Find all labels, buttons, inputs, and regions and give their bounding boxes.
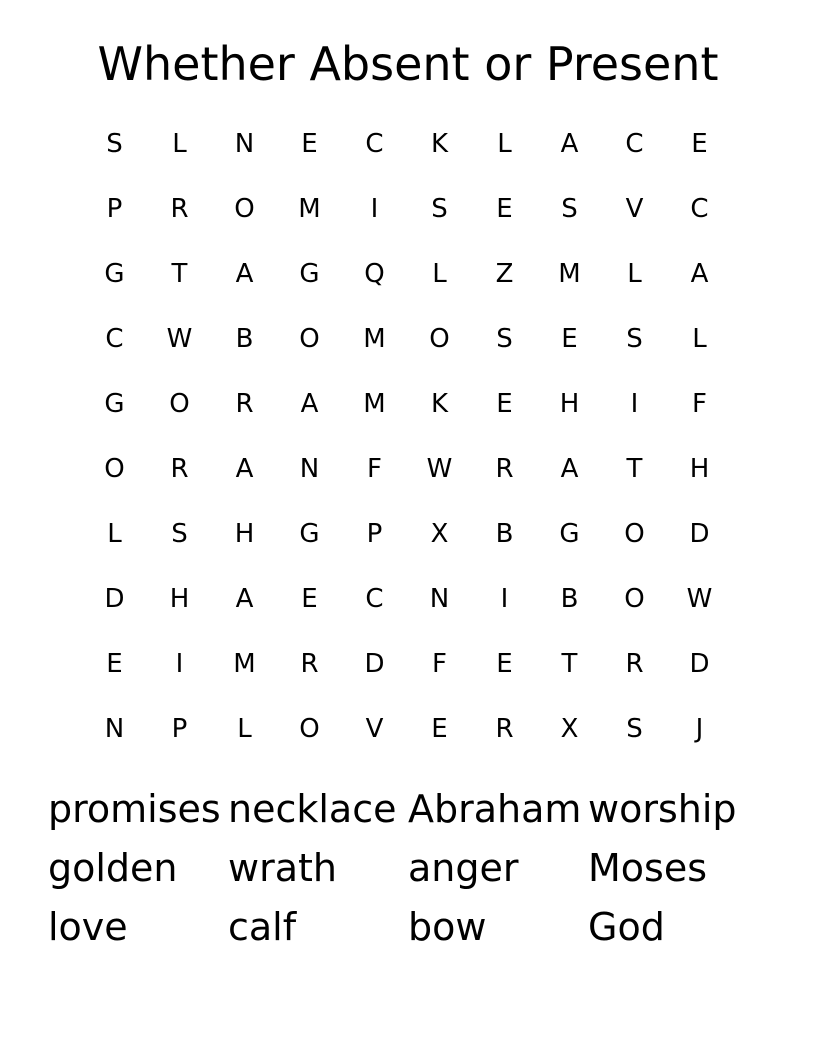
grid-letter: E <box>561 324 578 354</box>
grid-letter: O <box>234 194 255 224</box>
grid-letter: R <box>495 454 514 484</box>
grid-letter: Q <box>364 259 385 289</box>
grid-letter: H <box>169 584 190 614</box>
grid-letter: E <box>496 389 513 419</box>
grid-letter: N <box>104 714 125 744</box>
word-bank-item: Abraham <box>408 787 582 831</box>
grid-letter: K <box>430 129 449 159</box>
grid-letter: R <box>300 649 319 679</box>
grid-letter: G <box>299 259 320 289</box>
grid-row <box>82 502 732 567</box>
grid-letter: X <box>560 714 579 744</box>
grid-letter: O <box>624 519 645 549</box>
grid-row <box>82 632 732 697</box>
grid-letter: V <box>625 194 644 224</box>
grid-letter: E <box>106 649 123 679</box>
grid-letter: T <box>561 649 578 679</box>
grid-letter: B <box>235 324 254 354</box>
grid-letter: D <box>104 584 125 614</box>
grid-letter: B <box>560 584 579 614</box>
grid-letter: R <box>170 194 189 224</box>
grid-letter: W <box>426 454 453 484</box>
grid-letter: R <box>495 714 514 744</box>
grid-letter: A <box>235 584 254 614</box>
grid-letter: N <box>299 454 320 484</box>
grid-letter: I <box>500 584 509 614</box>
grid-letter: S <box>626 324 643 354</box>
grid-letter: R <box>235 389 254 419</box>
grid-letter: E <box>496 194 513 224</box>
grid-letter: F <box>692 389 707 419</box>
grid-letter: D <box>689 519 710 549</box>
grid-letter: N <box>234 129 255 159</box>
grid-letter: S <box>561 194 578 224</box>
grid-letter: A <box>560 454 579 484</box>
grid-letter: O <box>104 454 125 484</box>
word-bank-item: golden <box>48 846 178 890</box>
grid-letter: N <box>429 584 450 614</box>
grid-letter: S <box>106 129 123 159</box>
grid-letter: O <box>429 324 450 354</box>
grid-letter: E <box>496 649 513 679</box>
grid-letter: O <box>624 584 645 614</box>
grid-letter: Z <box>495 259 514 289</box>
grid-letter: P <box>366 519 383 549</box>
grid-letter: S <box>431 194 448 224</box>
grid-letter: E <box>301 129 318 159</box>
word-bank-item: Moses <box>588 846 708 890</box>
grid-letter: V <box>365 714 384 744</box>
grid-letter: M <box>233 649 256 679</box>
grid-letter: P <box>106 194 123 224</box>
grid-letter: M <box>363 389 386 419</box>
word-bank-item: God <box>588 905 665 949</box>
grid-letter: T <box>171 259 188 289</box>
letter-grid <box>82 112 732 762</box>
grid-letter: O <box>169 389 190 419</box>
grid-letter: W <box>686 584 713 614</box>
grid-letter: S <box>626 714 643 744</box>
grid-row <box>82 112 732 177</box>
grid-letter: C <box>365 584 384 614</box>
word-bank-item: anger <box>408 846 519 890</box>
grid-letter: G <box>299 519 320 549</box>
grid-letter: E <box>301 584 318 614</box>
grid-letter: A <box>690 259 709 289</box>
grid-letter: I <box>370 194 379 224</box>
word-bank-item: worship <box>588 787 737 831</box>
grid-letter: K <box>430 389 449 419</box>
grid-row <box>82 242 732 307</box>
grid-letter: C <box>365 129 384 159</box>
grid-letter: L <box>627 259 642 289</box>
word-bank-item: wrath <box>228 846 337 890</box>
word-bank-item: necklace <box>228 787 397 831</box>
grid-letter: H <box>234 519 255 549</box>
grid-letter: D <box>364 649 385 679</box>
grid-letter: H <box>689 454 710 484</box>
grid-letter: A <box>560 129 579 159</box>
grid-letter: A <box>235 259 254 289</box>
grid-row <box>82 177 732 242</box>
grid-letter: L <box>172 129 187 159</box>
grid-letter: J <box>695 714 704 744</box>
grid-letter: L <box>692 324 707 354</box>
grid-letter: S <box>171 519 188 549</box>
puzzle-title: Whether Absent or Present <box>97 37 719 91</box>
grid-letter: G <box>104 259 125 289</box>
grid-letter: L <box>107 519 122 549</box>
grid-letter: C <box>625 129 644 159</box>
grid-letter: S <box>496 324 513 354</box>
grid-letter: M <box>363 324 386 354</box>
grid-letter: A <box>235 454 254 484</box>
grid-letter: C <box>690 194 709 224</box>
word-bank-item: promises <box>48 787 221 831</box>
grid-letter: P <box>171 714 188 744</box>
word-bank-item: love <box>48 905 128 949</box>
grid-letter: R <box>170 454 189 484</box>
grid-letter: G <box>559 519 580 549</box>
grid-letter: A <box>300 389 319 419</box>
grid-row <box>82 372 732 437</box>
word-bank-item: bow <box>408 905 487 949</box>
grid-letter: O <box>299 324 320 354</box>
grid-letter: F <box>367 454 382 484</box>
grid-letter: O <box>299 714 320 744</box>
grid-row <box>82 697 732 762</box>
grid-letter: C <box>105 324 124 354</box>
grid-letter: I <box>630 389 639 419</box>
grid-letter: H <box>559 389 580 419</box>
grid-letter: E <box>431 714 448 744</box>
grid-letter: G <box>104 389 125 419</box>
grid-letter: F <box>432 649 447 679</box>
word-bank-item: calf <box>228 905 297 949</box>
word-bank <box>48 780 768 957</box>
grid-row <box>82 437 732 502</box>
grid-letter: M <box>298 194 321 224</box>
grid-letter: T <box>626 454 643 484</box>
grid-row <box>82 567 732 632</box>
grid-letter: B <box>495 519 514 549</box>
grid-letter: W <box>166 324 193 354</box>
grid-letter: L <box>237 714 252 744</box>
grid-letter: D <box>689 649 710 679</box>
grid-letter: I <box>175 649 184 679</box>
grid-letter: R <box>625 649 644 679</box>
grid-letter: M <box>558 259 581 289</box>
grid-letter: E <box>691 129 708 159</box>
grid-letter: L <box>432 259 447 289</box>
grid-letter: L <box>497 129 512 159</box>
grid-letter: X <box>430 519 449 549</box>
grid-row <box>82 307 732 372</box>
